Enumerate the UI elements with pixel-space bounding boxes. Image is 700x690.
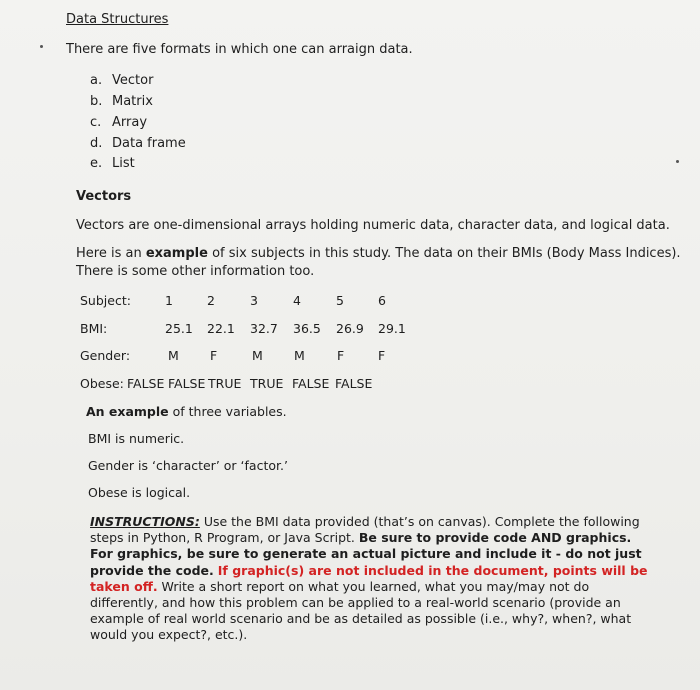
- gender-cell: M: [294, 348, 305, 363]
- obese-label: Obese:: [80, 376, 124, 391]
- intro-text: There are five formats in which one can arraign data.: [66, 42, 413, 57]
- obese-cell: TRUE: [250, 376, 284, 391]
- gender-note: Gender is ‘character’ or ‘factor.’: [88, 458, 288, 473]
- obese-cell: FALSE: [168, 376, 206, 391]
- gender-cell: F: [337, 348, 345, 363]
- bullet-mark: [40, 45, 43, 48]
- bmi-cell: 36.5: [293, 321, 321, 336]
- list-item: b. Matrix: [90, 94, 153, 109]
- obese-cell: FALSE: [292, 376, 330, 391]
- bmi-cell: 26.9: [336, 321, 364, 336]
- document-title: Data Structures: [66, 12, 169, 27]
- instructions-label: INSTRUCTIONS:: [90, 514, 200, 529]
- example-intro-line1: Here is an example of six subjects in this study. The data on their BMIs (Body Mass Indices).: [76, 246, 681, 261]
- instructions-paragraph: INSTRUCTIONS: Use the BMI data provided (that’s on canvas). Complete the following steps in Python, R Program, or Java Script. Be sure to provide code AND graphics. For graphics, be sure to generate an actual picture and include it - do not just provide the code. If graphic(s) are not included in the document, points will be taken off. Write a short report on what you learned, what you may/may not do differently, and how this problem can be applied to a real-world scenario (provide an example of real world scenario and be as detailed as possible (i.e., why?, when?, what would you expect?, etc.).: [90, 514, 648, 643]
- subject-cell: 3: [250, 293, 258, 308]
- gender-cell: F: [210, 348, 218, 363]
- subject-cell: 2: [207, 293, 215, 308]
- obese-note: Obese is logical.: [88, 485, 191, 500]
- gender-cell: M: [168, 348, 179, 363]
- subject-cell: 4: [293, 293, 301, 308]
- subject-cell: 5: [336, 293, 344, 308]
- subject-label: Subject:: [80, 293, 131, 308]
- gender-cell: M: [252, 348, 263, 363]
- example-intro-line2: There is some other information too.: [76, 264, 315, 279]
- gender-label: Gender:: [80, 348, 131, 363]
- bmi-cell: 25.1: [165, 321, 193, 336]
- obese-cell: FALSE: [335, 376, 373, 391]
- gender-cell: F: [378, 348, 386, 363]
- subject-cell: 1: [165, 293, 173, 308]
- instructions-emphasis: Be sure to provide code AND graphics. For graphics, be sure to generate an actual picture and include it - do not just provide the code.: [90, 530, 642, 578]
- obese-cell: FALSE: [127, 376, 165, 391]
- instructions-warning: If graphic(s) are not included in the document, points will be taken off.: [90, 562, 648, 594]
- obese-cell: TRUE: [208, 376, 242, 391]
- bmi-cell: 22.1: [207, 321, 235, 336]
- bmi-note: BMI is numeric.: [88, 431, 185, 446]
- list-item: c. Array: [90, 115, 148, 130]
- bmi-cell: 32.7: [250, 321, 278, 336]
- bmi-label: BMI:: [80, 321, 108, 336]
- vectors-definition: Vectors are one-dimensional arrays holding numeric data, character data, and logical data.: [76, 218, 670, 233]
- list-item: d. Data frame: [90, 136, 186, 151]
- three-variables-note: An example of three variables.: [86, 404, 287, 419]
- subject-cell: 6: [378, 293, 386, 308]
- vectors-heading: Vectors: [76, 189, 132, 204]
- bmi-cell: 29.1: [378, 321, 406, 336]
- list-item: e. List: [90, 156, 135, 171]
- list-item: a. Vector: [90, 73, 154, 88]
- bullet-mark: [676, 160, 679, 163]
